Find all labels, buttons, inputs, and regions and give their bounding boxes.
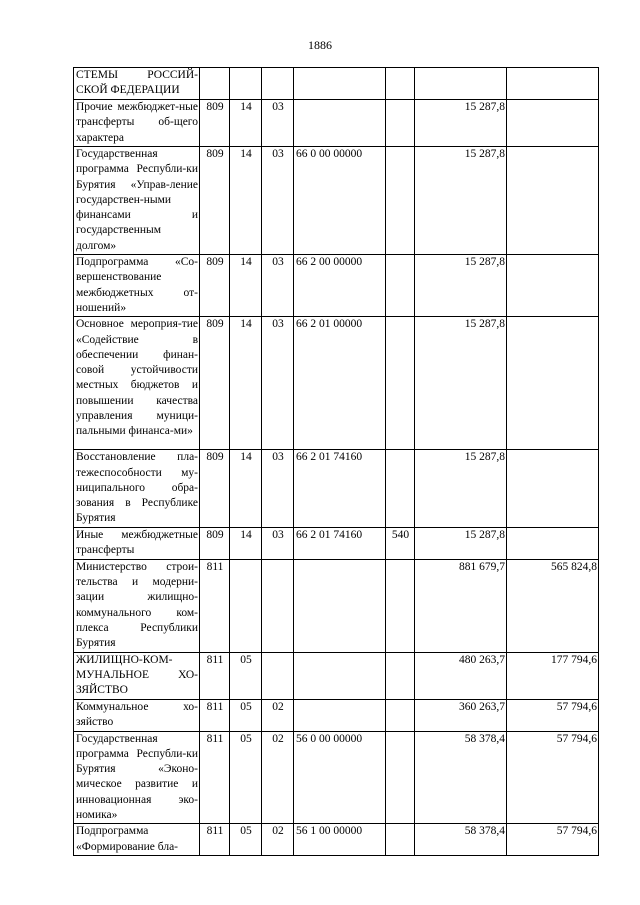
row-sum-1 xyxy=(415,68,507,100)
row-csr xyxy=(294,68,386,100)
row-rz: 14 xyxy=(230,317,262,450)
row-name: Восстановление пла-тежеспособности му-ниципального обра-зования в Республике Бурятия xyxy=(74,450,200,527)
row-csr xyxy=(294,652,386,699)
row-pr: 03 xyxy=(262,527,294,559)
row-vr xyxy=(386,255,415,317)
table-row xyxy=(74,317,599,450)
row-gr: 811 xyxy=(200,652,230,699)
row-pr xyxy=(262,559,294,652)
row-sum-2: 57 794,6 xyxy=(507,731,599,824)
row-csr: 66 2 01 74160 xyxy=(294,527,386,559)
row-sum-1: 480 263,7 xyxy=(415,652,507,699)
row-pr: 03 xyxy=(262,100,294,147)
row-vr xyxy=(386,824,415,856)
row-rz: 05 xyxy=(230,699,262,731)
row-sum-1: 15 287,8 xyxy=(415,317,507,450)
row-name: Коммунальное хо-зяйство xyxy=(74,699,200,731)
row-sum-1: 881 679,7 xyxy=(415,559,507,652)
row-csr xyxy=(294,559,386,652)
row-csr xyxy=(294,100,386,147)
row-name: Прочие межбюджет-ные трансферты об-щего характера xyxy=(74,100,200,147)
row-csr xyxy=(294,699,386,731)
row-pr xyxy=(262,68,294,100)
table-row xyxy=(74,824,599,856)
row-name: Министерство строи-тельства и модерни-зации жилищно-коммунального ком-плекса Республики Бурятия xyxy=(74,559,200,652)
table-row xyxy=(74,731,599,824)
row-sum-2: 177 794,6 xyxy=(507,652,599,699)
row-rz: 14 xyxy=(230,147,262,255)
row-sum-2: 565 824,8 xyxy=(507,559,599,652)
row-gr: 809 xyxy=(200,527,230,559)
row-name: Подпрограмма «Со-вершенствование межбюджетных от-ношений» xyxy=(74,255,200,317)
row-name: СТЕМЫ РОССИЙ-СКОЙ ФЕДЕРАЦИИ xyxy=(74,68,200,100)
row-sum-2 xyxy=(507,147,599,255)
row-sum-2: 57 794,6 xyxy=(507,824,599,856)
table-row xyxy=(74,652,599,699)
row-sum-2 xyxy=(507,100,599,147)
table-row xyxy=(74,450,599,527)
row-gr: 809 xyxy=(200,147,230,255)
row-sum-1: 360 263,7 xyxy=(415,699,507,731)
row-sum-1: 58 378,4 xyxy=(415,824,507,856)
row-vr xyxy=(386,699,415,731)
row-csr: 66 2 01 00000 xyxy=(294,317,386,450)
row-sum-2 xyxy=(507,527,599,559)
table-row xyxy=(74,255,599,317)
row-pr: 03 xyxy=(262,255,294,317)
table-row xyxy=(74,147,599,255)
row-rz: 14 xyxy=(230,527,262,559)
row-name: Основное мероприя-тие «Содействие в обеспечении финан-совой устойчивости местных бюджетов и повышении качества управления муници-пальными финанса-ми» xyxy=(74,317,200,450)
row-pr: 02 xyxy=(262,699,294,731)
row-vr xyxy=(386,68,415,100)
row-sum-1: 15 287,8 xyxy=(415,147,507,255)
row-sum-1: 58 378,4 xyxy=(415,731,507,824)
row-rz: 14 xyxy=(230,255,262,317)
row-gr: 811 xyxy=(200,731,230,824)
row-gr: 811 xyxy=(200,559,230,652)
row-rz xyxy=(230,559,262,652)
row-vr xyxy=(386,147,415,255)
table-row xyxy=(74,100,599,147)
row-vr: 540 xyxy=(386,527,415,559)
row-gr: 811 xyxy=(200,824,230,856)
row-gr: 809 xyxy=(200,100,230,147)
table-row xyxy=(74,559,599,652)
row-name: Государственная программа Республи-ки Бурятия «Управ-ление государствен-ными финансами и государственным долгом» xyxy=(74,147,200,255)
row-gr: 811 xyxy=(200,699,230,731)
row-gr: 809 xyxy=(200,450,230,527)
row-pr: 03 xyxy=(262,317,294,450)
row-name: Государственная программа Республи-ки Бурятия «Эконо-мическое развитие и инновационная эко-номика» xyxy=(74,731,200,824)
row-sum-1: 15 287,8 xyxy=(415,100,507,147)
row-rz: 05 xyxy=(230,731,262,824)
row-sum-2 xyxy=(507,255,599,317)
row-pr: 02 xyxy=(262,824,294,856)
row-name: ЖИЛИЩНО-КОМ-МУНАЛЬНОЕ ХО-ЗЯЙСТВО xyxy=(74,652,200,699)
row-rz: 14 xyxy=(230,100,262,147)
table-row xyxy=(74,527,599,559)
row-pr xyxy=(262,652,294,699)
row-sum-2: 57 794,6 xyxy=(507,699,599,731)
row-sum-1: 15 287,8 xyxy=(415,450,507,527)
row-sum-2 xyxy=(507,317,599,450)
row-name: Иные межбюджетные трансферты xyxy=(74,527,200,559)
row-vr xyxy=(386,652,415,699)
row-csr: 66 2 01 74160 xyxy=(294,450,386,527)
row-sum-2 xyxy=(507,450,599,527)
row-sum-1: 15 287,8 xyxy=(415,255,507,317)
row-csr: 66 0 00 00000 xyxy=(294,147,386,255)
row-name: Подпрограмма «Формирование бла- xyxy=(74,824,200,856)
row-csr: 66 2 00 00000 xyxy=(294,255,386,317)
row-vr xyxy=(386,317,415,450)
row-vr xyxy=(386,450,415,527)
row-csr: 56 1 00 00000 xyxy=(294,824,386,856)
row-pr: 03 xyxy=(262,450,294,527)
budget-table xyxy=(73,67,599,856)
row-rz: 14 xyxy=(230,450,262,527)
row-pr: 02 xyxy=(262,731,294,824)
row-rz: 05 xyxy=(230,652,262,699)
page-number: 1886 xyxy=(308,38,332,52)
row-vr xyxy=(386,100,415,147)
row-sum-1: 15 287,8 xyxy=(415,527,507,559)
row-rz xyxy=(230,68,262,100)
row-gr: 809 xyxy=(200,317,230,450)
row-rz: 05 xyxy=(230,824,262,856)
table-row xyxy=(74,699,599,731)
row-sum-2 xyxy=(507,68,599,100)
row-vr xyxy=(386,559,415,652)
row-vr xyxy=(386,731,415,824)
row-gr: 809 xyxy=(200,255,230,317)
row-gr xyxy=(200,68,230,100)
row-csr: 56 0 00 00000 xyxy=(294,731,386,824)
row-pr: 03 xyxy=(262,147,294,255)
table-row xyxy=(74,68,599,100)
